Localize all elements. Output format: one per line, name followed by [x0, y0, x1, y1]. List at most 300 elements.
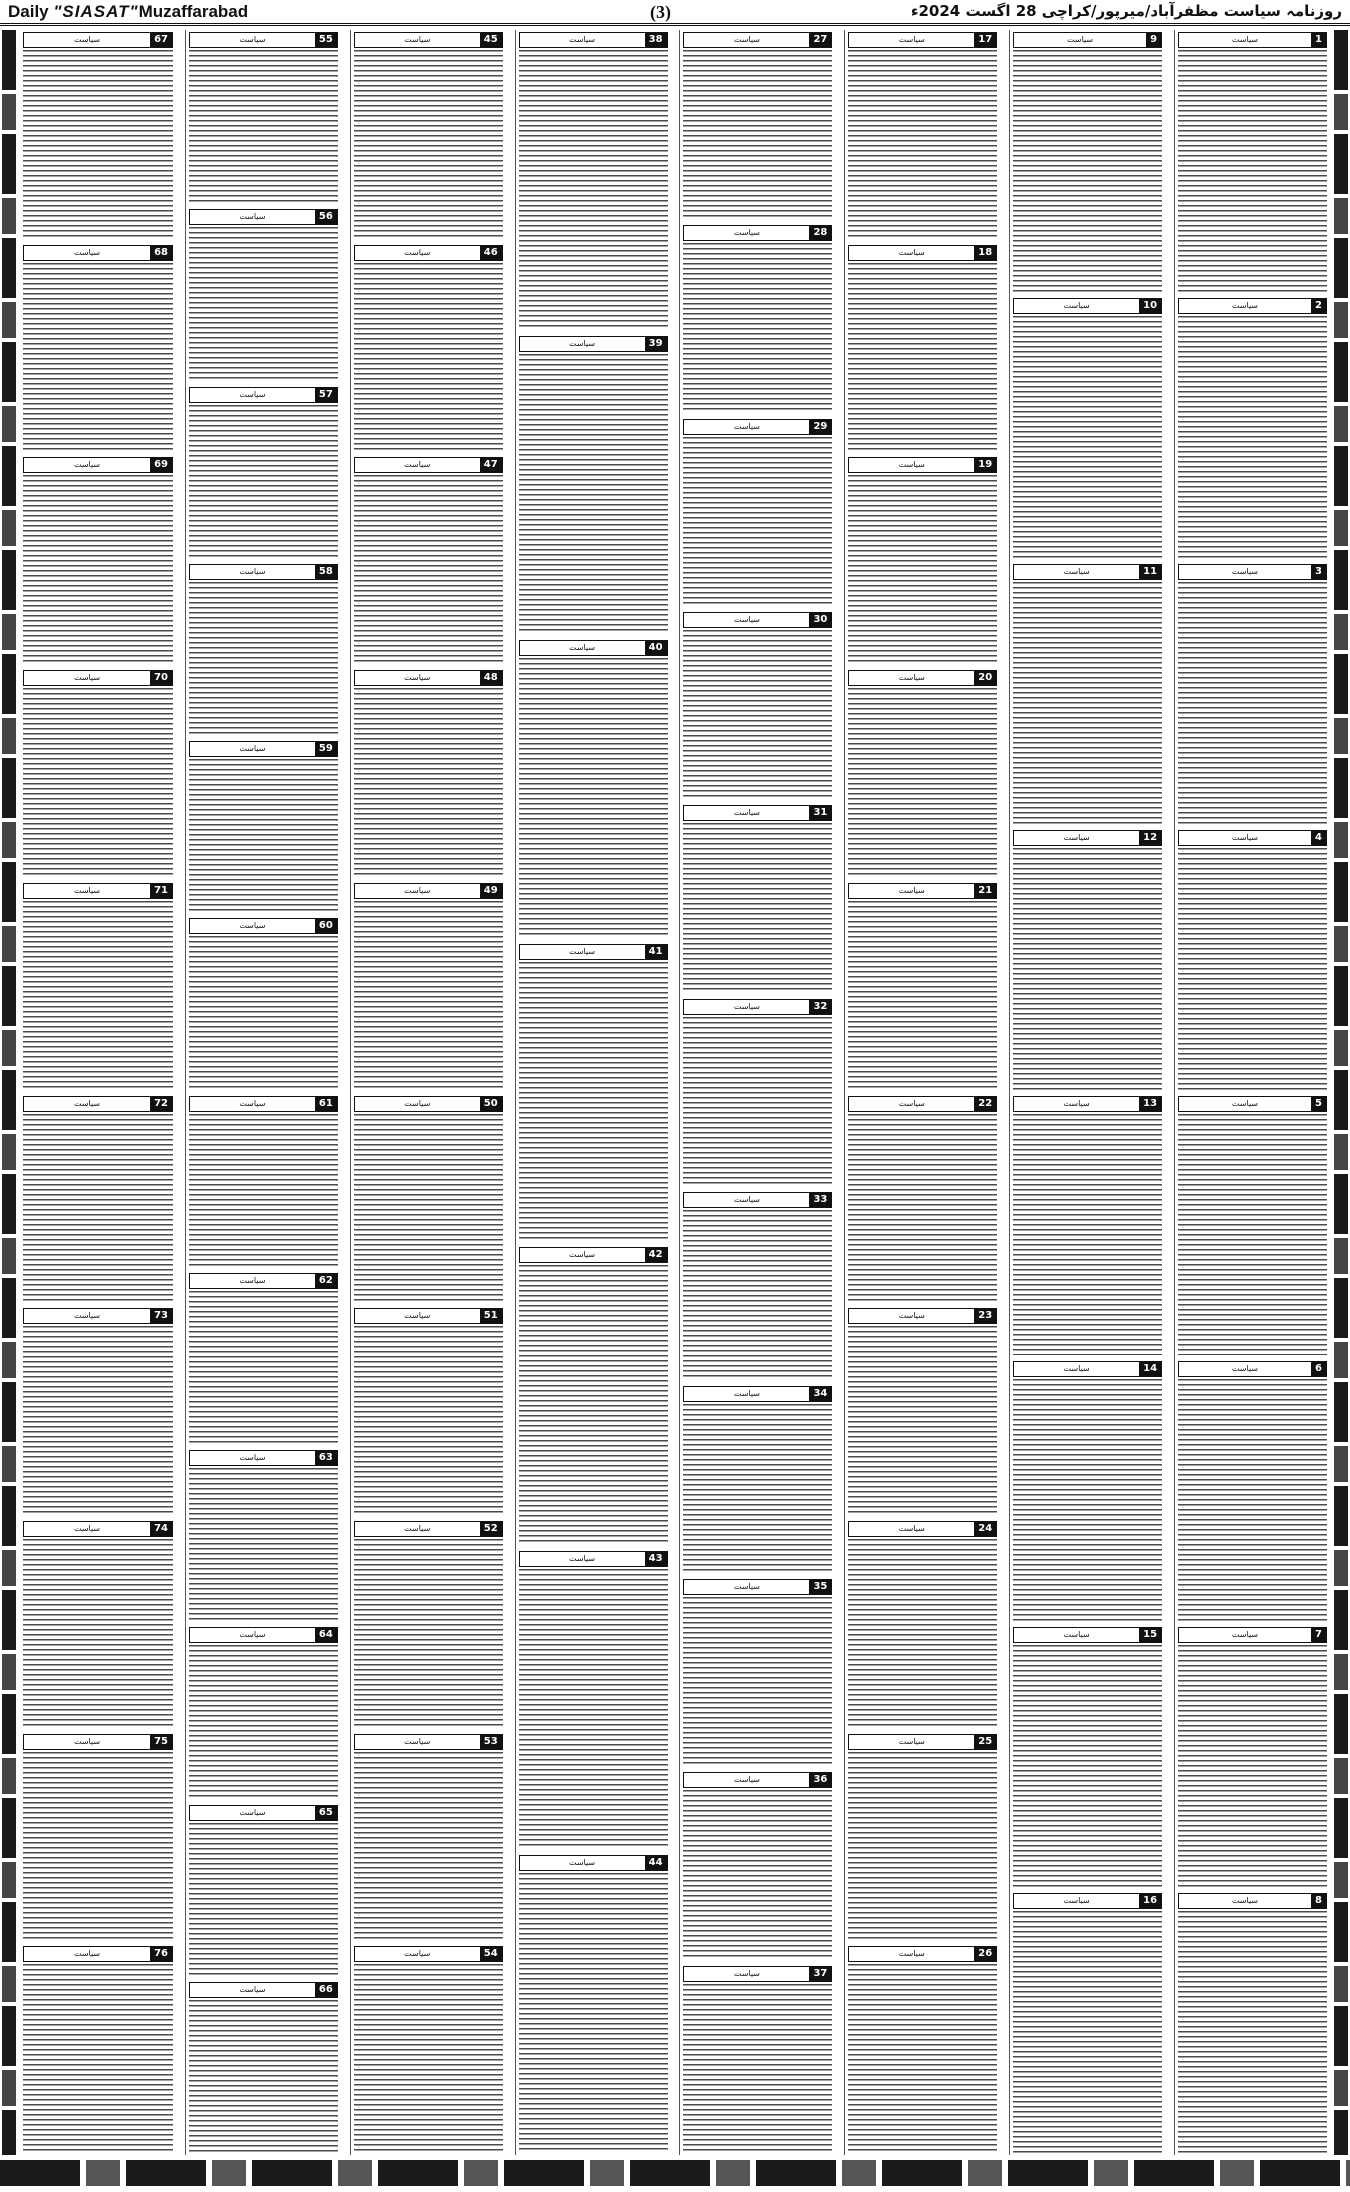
notice — [1178, 298, 1327, 558]
notice-body-text — [683, 1597, 832, 1766]
notice-label: سیاست — [404, 1523, 431, 1533]
notice-body-text — [1013, 1911, 1162, 2153]
notice — [189, 1273, 338, 1444]
notice-body-text — [23, 50, 173, 239]
notice-number: 72 — [150, 1097, 172, 1111]
notice-number: 4 — [1311, 831, 1326, 845]
notice-number: 1 — [1311, 33, 1326, 47]
notice-header — [1178, 564, 1327, 580]
notice-body-text — [848, 263, 997, 452]
notice-body-text — [23, 1539, 173, 1728]
notice — [683, 419, 832, 606]
notice-body-text — [848, 1326, 997, 1515]
notice — [519, 1551, 668, 1849]
notice-number: 57 — [315, 388, 337, 402]
notice-header — [848, 457, 997, 473]
notice-header — [23, 1308, 173, 1324]
notice-number: 8 — [1311, 1894, 1326, 1908]
notice-body-text — [189, 227, 338, 380]
notice-header — [683, 805, 832, 821]
notice-body-text — [1013, 1645, 1162, 1887]
notice-number: 40 — [645, 641, 667, 655]
notice-number: 29 — [809, 420, 831, 434]
notice-body-text — [848, 1964, 997, 2153]
notice-header — [1013, 564, 1162, 580]
notice-number: 43 — [645, 1552, 667, 1566]
notice-number: 45 — [480, 33, 502, 47]
notice-body-text — [23, 263, 173, 452]
notice-header — [1013, 1627, 1162, 1643]
notice-header — [1013, 298, 1162, 314]
notice-label: سیاست — [898, 1736, 925, 1746]
notice-label: سیاست — [73, 673, 101, 683]
notice — [848, 1521, 997, 1728]
notice-label: سیاست — [239, 1984, 266, 1994]
column — [844, 30, 1000, 2155]
notice-label: سیاست — [569, 338, 596, 348]
notice — [189, 741, 338, 912]
notice — [1013, 1361, 1162, 1621]
notice-label: سیاست — [239, 1098, 266, 1108]
notice-body-text — [189, 1645, 338, 1798]
notice-body-text — [23, 1114, 173, 1303]
notice-header — [23, 1946, 173, 1962]
notice-header — [1178, 830, 1327, 846]
notice-label: سیاست — [73, 460, 101, 470]
notice-number: 49 — [480, 884, 502, 898]
notice-header — [354, 245, 503, 261]
notice — [683, 1386, 832, 1573]
notice-header — [683, 999, 832, 1015]
notice — [1178, 1627, 1327, 1887]
notice — [519, 1247, 668, 1545]
notice-header — [519, 640, 668, 656]
notice — [354, 670, 503, 877]
notice-body-text — [683, 1210, 832, 1379]
notice-body-text — [23, 688, 173, 877]
notice-label: سیاست — [404, 885, 431, 895]
notice-header — [354, 1096, 503, 1112]
masthead-prefix: Daily — [8, 2, 49, 21]
notice-label: سیاست — [733, 35, 760, 44]
notice-number: 67 — [150, 33, 172, 47]
notice — [1013, 1627, 1162, 1887]
notice — [189, 918, 338, 1089]
notice-label: سیاست — [239, 1275, 266, 1285]
notice-header — [354, 883, 503, 899]
notice-label: سیاست — [404, 460, 431, 470]
notice — [848, 457, 997, 664]
notice-body-text — [848, 1539, 997, 1728]
notice-number: 30 — [809, 613, 831, 627]
notice-label: سیاست — [898, 247, 925, 257]
notice-number: 41 — [645, 945, 667, 959]
notice-number: 69 — [150, 458, 172, 472]
column — [1009, 30, 1165, 2155]
notice-number: 14 — [1139, 1362, 1161, 1376]
notice — [189, 1627, 338, 1798]
notice — [23, 670, 173, 877]
notice-header — [848, 1096, 997, 1112]
notice — [23, 883, 173, 1090]
notice-header — [683, 612, 832, 628]
notice-label: سیاست — [898, 673, 925, 683]
notice-number: 3 — [1311, 565, 1326, 579]
notice-header — [848, 883, 997, 899]
notice-label: سیاست — [733, 1775, 760, 1785]
notice-label: سیاست — [73, 35, 101, 44]
right-border-strip — [1334, 30, 1348, 2155]
notice-header — [1178, 1627, 1327, 1643]
notice-label: سیاست — [898, 1098, 925, 1108]
notice — [23, 245, 173, 452]
notice-number: 66 — [315, 1983, 337, 1997]
notice-body-text — [848, 901, 997, 1090]
notice — [1013, 1096, 1162, 1356]
notice-label: سیاست — [73, 1311, 101, 1321]
notice-number: 46 — [480, 246, 502, 260]
notice-body-text — [23, 901, 173, 1090]
notice-label: سیاست — [1231, 300, 1258, 310]
notice-header — [189, 1096, 338, 1112]
notice — [848, 883, 997, 1090]
notice — [354, 1308, 503, 1515]
notice-label: سیاست — [1063, 1364, 1090, 1374]
notice-body-text — [189, 1114, 338, 1267]
notice — [848, 1734, 997, 1941]
notice — [354, 245, 503, 452]
notice-number: 47 — [480, 458, 502, 472]
notice-header — [1178, 1096, 1327, 1112]
notice-header — [848, 670, 997, 686]
notice — [23, 32, 173, 239]
notice-body-text — [1013, 1114, 1162, 1356]
notice-number: 37 — [809, 1967, 831, 1981]
notice-header — [189, 1450, 338, 1466]
notice-body-text — [848, 1752, 997, 1941]
notice-body-text — [683, 1017, 832, 1186]
notice-body-text — [189, 759, 338, 912]
notice-body-text — [23, 1326, 173, 1515]
notice-header — [1178, 1361, 1327, 1377]
notice — [683, 1966, 832, 2153]
notice-body-text — [683, 243, 832, 412]
notice-label: سیاست — [733, 1968, 760, 1978]
notice-label: سیاست — [73, 1523, 101, 1533]
notice-body-text — [519, 962, 668, 1242]
notice — [189, 564, 338, 735]
notice-label: سیاست — [73, 1736, 101, 1746]
notice — [23, 457, 173, 664]
notice-header — [354, 1521, 503, 1537]
notice-number: 16 — [1139, 1894, 1161, 1908]
notice-number: 35 — [809, 1580, 831, 1594]
notice-label: سیاست — [733, 808, 760, 818]
notice-header — [23, 1521, 173, 1537]
notice-body-text — [354, 475, 503, 664]
notice-body-text — [189, 1468, 338, 1621]
notice-columns — [20, 30, 1330, 2155]
notice-header — [519, 1247, 668, 1263]
notice — [23, 1096, 173, 1303]
column — [1174, 30, 1330, 2155]
notice-number: 55 — [315, 33, 337, 47]
column — [185, 30, 341, 2155]
notice-header — [848, 32, 997, 48]
notice-label: سیاست — [733, 1001, 760, 1011]
notice — [1013, 564, 1162, 824]
notice — [519, 640, 668, 938]
notice — [1013, 32, 1162, 292]
notice-number: 22 — [974, 1097, 996, 1111]
notice-header — [23, 457, 173, 473]
notice-number: 58 — [315, 565, 337, 579]
notice-number: 9 — [1146, 33, 1161, 47]
notice — [23, 1521, 173, 1728]
notice-label: سیاست — [733, 228, 760, 238]
notice-number: 44 — [645, 1856, 667, 1870]
notice-number: 20 — [974, 671, 996, 685]
notice-label: سیاست — [239, 566, 266, 576]
notice-label: سیاست — [898, 1311, 925, 1321]
notice-number: 61 — [315, 1097, 337, 1111]
notice-number: 52 — [480, 1522, 502, 1536]
notice-body-text — [189, 936, 338, 1089]
notice-label: سیاست — [898, 1523, 925, 1533]
notice — [683, 612, 832, 799]
notice-label: سیاست — [733, 1581, 760, 1591]
notice-body-text — [189, 1823, 338, 1976]
notice-body-text — [354, 1326, 503, 1515]
notice-header — [189, 1982, 338, 1998]
notice — [848, 245, 997, 452]
notice-body-text — [519, 1265, 668, 1545]
notice — [189, 1805, 338, 1976]
notice — [23, 1734, 173, 1941]
notice-body-text — [519, 1873, 668, 2153]
notice-number: 73 — [150, 1309, 172, 1323]
notice-number: 48 — [480, 671, 502, 685]
notice-label: سیاست — [1231, 1630, 1258, 1640]
notice-number: 62 — [315, 1274, 337, 1288]
notice — [683, 1192, 832, 1379]
notice — [519, 1855, 668, 2153]
notice-body-text — [683, 823, 832, 992]
notice — [848, 32, 997, 239]
notice-body-text — [354, 901, 503, 1090]
notice-header — [683, 1192, 832, 1208]
notice-number: 34 — [809, 1387, 831, 1401]
notice-header — [354, 1734, 503, 1750]
notice-header — [23, 1096, 173, 1112]
notice-header — [354, 457, 503, 473]
notice — [683, 32, 832, 219]
notice-body-text — [683, 1404, 832, 1573]
notice-number: 50 — [480, 1097, 502, 1111]
notice-header — [354, 1308, 503, 1324]
notice-header — [1013, 1361, 1162, 1377]
notice — [354, 883, 503, 1090]
notice-label: سیاست — [733, 421, 760, 431]
notice-number: 74 — [150, 1522, 172, 1536]
notice-label: سیاست — [1231, 832, 1258, 842]
notice — [683, 999, 832, 1186]
notice-header — [848, 1308, 997, 1324]
notice-label: سیاست — [239, 921, 266, 931]
notice — [1178, 564, 1327, 824]
notice-body-text — [354, 1964, 503, 2153]
notice-body-text — [683, 50, 832, 219]
notice-header — [1178, 1893, 1327, 1909]
column — [515, 30, 671, 2155]
notice-header — [189, 1627, 338, 1643]
notice-header — [189, 1273, 338, 1289]
notice — [1013, 1893, 1162, 2153]
notice-label: سیاست — [1063, 566, 1090, 576]
notice-label: سیاست — [898, 885, 925, 895]
notice-header — [519, 32, 668, 48]
notice-number: 42 — [645, 1248, 667, 1262]
notice-label: سیاست — [569, 946, 596, 956]
notice-body-text — [1013, 1379, 1162, 1621]
notice — [848, 670, 997, 877]
notice-number: 36 — [809, 1773, 831, 1787]
notice-header — [354, 1946, 503, 1962]
notice-number: 15 — [1139, 1628, 1161, 1642]
notice-body-text — [1178, 316, 1327, 558]
notice-number: 24 — [974, 1522, 996, 1536]
notice — [189, 32, 338, 203]
notice-body-text — [683, 1790, 832, 1959]
notice-label: سیاست — [404, 1098, 431, 1108]
notice-label: سیاست — [239, 1453, 266, 1462]
notice-number: 71 — [150, 884, 172, 898]
notice-number: 23 — [974, 1309, 996, 1323]
notice-label: سیاست — [1231, 1364, 1258, 1374]
notice-body-text — [1013, 848, 1162, 1090]
notice-header — [189, 918, 338, 934]
notice-number: 53 — [480, 1735, 502, 1749]
notice-number: 6 — [1311, 1362, 1326, 1376]
notice-label: سیاست — [404, 1311, 431, 1321]
notice — [1013, 298, 1162, 558]
notice-header — [683, 419, 832, 435]
notice-label: سیاست — [404, 247, 431, 257]
notice-header — [683, 225, 832, 241]
notice-header — [848, 245, 997, 261]
masthead-brand: "SIASAT" — [53, 2, 139, 21]
notice — [848, 1308, 997, 1515]
notice-header — [189, 387, 338, 403]
notice — [519, 32, 668, 330]
notice — [23, 1946, 173, 2153]
notice-header — [683, 1579, 832, 1595]
notice-label: سیاست — [733, 1388, 760, 1398]
notice-body-text — [1013, 582, 1162, 824]
notice-body-text — [683, 1984, 832, 2153]
notice-number: 51 — [480, 1309, 502, 1323]
notice-label: سیاست — [1231, 1896, 1258, 1906]
notice — [519, 944, 668, 1242]
notice-label: سیاست — [73, 247, 101, 257]
notice-number: 7 — [1311, 1628, 1326, 1642]
notice-label: سیاست — [73, 1098, 101, 1108]
notice-number: 26 — [974, 1947, 996, 1961]
column — [350, 30, 506, 2155]
notice-body-text — [683, 437, 832, 606]
notice — [354, 457, 503, 664]
notice — [1178, 1096, 1327, 1356]
notice-number: 60 — [315, 919, 337, 933]
column — [20, 30, 176, 2155]
notice-body-text — [519, 50, 668, 330]
notice-header — [519, 1551, 668, 1567]
notice-body-text — [519, 658, 668, 938]
notice — [189, 1096, 338, 1267]
notice-body-text — [1178, 1114, 1327, 1356]
notice-label: سیاست — [404, 35, 431, 44]
notice-header — [189, 209, 338, 225]
notice-number: 12 — [1139, 831, 1161, 845]
notice-label: سیاست — [733, 1195, 760, 1205]
notice-label: سیاست — [1063, 1896, 1090, 1906]
notice-header — [354, 670, 503, 686]
notice-header — [1013, 32, 1162, 48]
notice-body-text — [683, 630, 832, 799]
notice — [354, 1521, 503, 1728]
notice — [683, 1579, 832, 1766]
notice-number: 76 — [150, 1947, 172, 1961]
notice-body-text — [848, 475, 997, 664]
notice-number: 17 — [974, 33, 996, 47]
notice-body-text — [1178, 50, 1327, 292]
notice — [848, 1946, 997, 2153]
notice-label: سیاست — [239, 1630, 266, 1640]
notice — [189, 387, 338, 558]
notice-body-text — [354, 50, 503, 239]
notice — [354, 1946, 503, 2153]
notice-label: سیاست — [1063, 300, 1090, 310]
notice-number: 25 — [974, 1735, 996, 1749]
notice-number: 33 — [809, 1193, 831, 1207]
notice-label: سیاست — [569, 1250, 596, 1260]
notice-header — [683, 1772, 832, 1788]
notice-header — [23, 883, 173, 899]
notice-number: 32 — [809, 1000, 831, 1014]
notice — [1178, 1361, 1327, 1621]
notice-label: سیاست — [1231, 566, 1258, 576]
notice — [683, 1772, 832, 1959]
notice-header — [1013, 1893, 1162, 1909]
notice-header — [848, 1946, 997, 1962]
notice-number: 31 — [809, 806, 831, 820]
notice-header — [354, 32, 503, 48]
notice-header — [848, 1521, 997, 1537]
notice-label: سیاست — [569, 642, 596, 652]
notice-number: 39 — [645, 337, 667, 351]
notice-body-text — [23, 1752, 173, 1941]
notice — [189, 1982, 338, 2153]
notice-header — [519, 1855, 668, 1871]
notice-number: 28 — [809, 226, 831, 240]
notice-label: سیاست — [239, 1807, 266, 1817]
notice-number: 2 — [1311, 299, 1326, 313]
notice-body-text — [354, 688, 503, 877]
notice-header — [189, 32, 338, 48]
notice-label: سیاست — [569, 1554, 596, 1564]
notice — [683, 225, 832, 412]
notice — [354, 32, 503, 239]
